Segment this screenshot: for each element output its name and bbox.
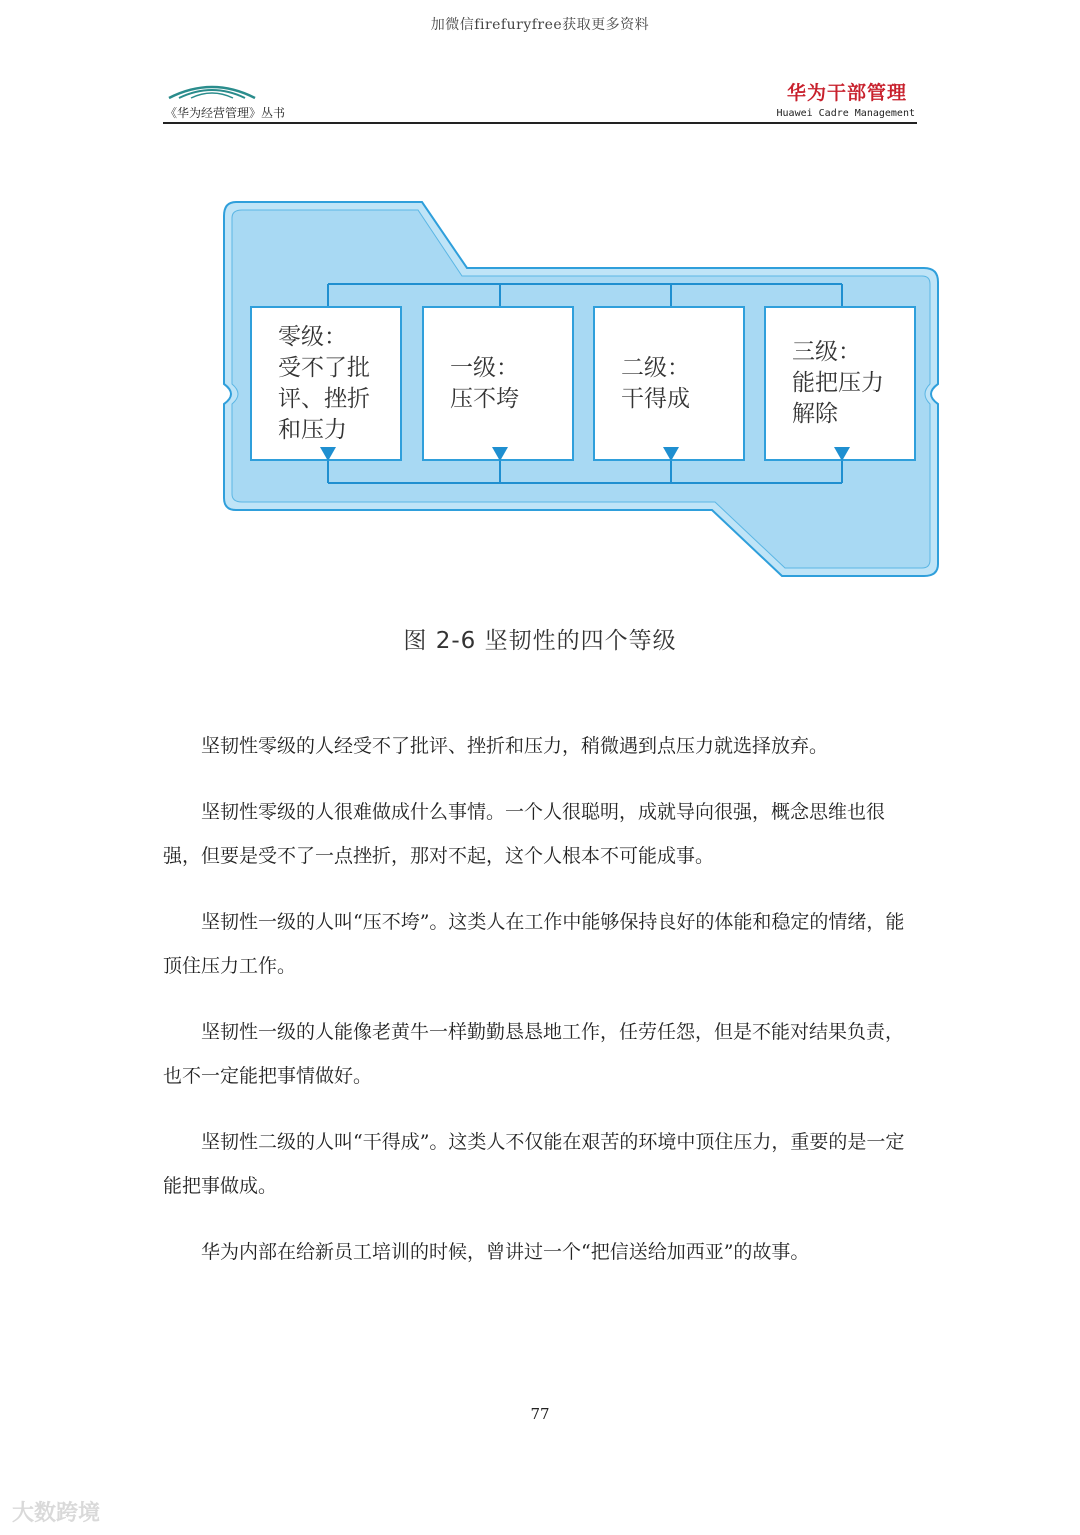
level-3-line: 三级： — [792, 339, 861, 365]
watermark: 大数跨境 — [12, 1501, 101, 1526]
level-1-line: 压不垮 — [450, 385, 519, 412]
series-title: 《华为经营管理》丛书 — [165, 106, 286, 120]
paragraph: 坚韧性一级的人能像老黄牛一样勤勤恳恳地工作，任劳任怨，但是不能对结果负责，也不一定能把事情做好。 — [163, 1021, 905, 1087]
series-logo-icon — [167, 78, 257, 100]
level-0-line: 评、挫折 — [278, 385, 370, 412]
level-2-line: 干得成 — [621, 385, 690, 412]
level-3-box — [764, 306, 916, 461]
level-0-line: 受不了批 — [278, 354, 370, 381]
level-0-line: 和压力 — [278, 416, 347, 443]
paragraph: 坚韧性零级的人经受不了批评、挫折和压力，稍微遇到点压力就选择放弃。 — [201, 735, 829, 757]
level-0-box — [250, 306, 402, 461]
header-rule — [163, 122, 917, 124]
level-3-line: 能把压力 — [792, 370, 884, 396]
level-0-line: 零级： — [278, 323, 347, 350]
paragraph: 坚韧性零级的人很难做成什么事情。一个人很聪明，成就导向很强，概念思维也很强，但要是受不了一点挫折，那对不起，这个人根本不可能成事。 — [163, 801, 886, 867]
book-title: 华为干部管理 — [786, 82, 907, 104]
level-3-line: 解除 — [792, 401, 838, 427]
level-1-box — [422, 306, 574, 461]
page-header — [163, 78, 917, 126]
top-note: 加微信firefuryfree获取更多资料 — [430, 17, 650, 33]
level-2-line: 二级： — [621, 354, 690, 381]
resilience-levels-diagram — [222, 198, 942, 580]
paragraph: 华为内部在给新员工培训的时候，曾讲过一个“把信送给加西亚”的故事。 — [201, 1241, 810, 1263]
figure-caption: 图 2-6 坚韧性的四个等级 — [403, 628, 677, 654]
body-text — [163, 724, 917, 1296]
level-1-line: 一级： — [450, 354, 519, 381]
book-subtitle: Huawei Cadre Management — [776, 108, 915, 119]
paragraph: 坚韧性一级的人叫“压不垮”。这类人在工作中能够保持良好的体能和稳定的情绪，能顶住压力工作。 — [163, 911, 905, 977]
page-number: 77 — [530, 1405, 550, 1423]
level-2-box — [593, 306, 745, 461]
paragraph: 坚韧性二级的人叫“干得成”。这类人不仅能在艰苦的环境中顶住压力，重要的是一定能把事做成。 — [163, 1131, 905, 1197]
